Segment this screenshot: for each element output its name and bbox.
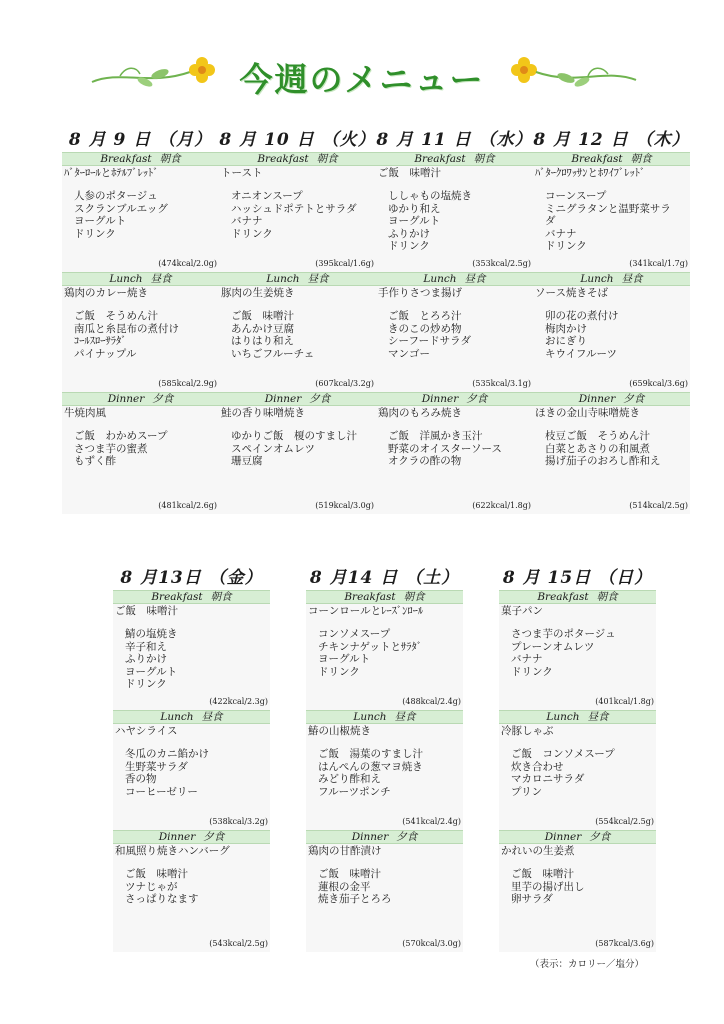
dinner-items [219, 420, 376, 468]
breakfast-calories: (474kcal/2.0g) [158, 259, 217, 268]
menu-item: ドリンク [388, 240, 430, 252]
menu-item: コーヒーゼリー [125, 785, 198, 798]
dinner-label [376, 392, 533, 406]
menu-item: ツナじゃが [125, 880, 178, 893]
lunch-label [113, 710, 270, 724]
breakfast-calories: (395kcal/1.6g) [315, 259, 374, 268]
menu-item: ご飯 コンソメスープ [511, 748, 615, 760]
lunch-calories: (535kcal/3.1g) [472, 379, 531, 388]
breakfast-items [376, 180, 533, 253]
breakfast-items [62, 180, 219, 240]
day-column-0 [62, 128, 219, 514]
menu-item: ゆかりご飯 榎のすまし汁 [231, 430, 357, 442]
menu-item: きのこの炒め物 [388, 322, 462, 335]
lunch-calories: (585kcal/2.9g) [158, 379, 217, 388]
lunch-items [219, 300, 376, 360]
menu-item: バナナ [231, 215, 263, 227]
menu-item: バナナ [545, 227, 577, 240]
dinner-items [376, 420, 533, 468]
breakfast-label [306, 590, 463, 604]
day-column-3 [533, 128, 690, 514]
day-column-4 [113, 566, 270, 952]
day-column-2 [376, 128, 533, 514]
breakfast-items [533, 180, 690, 253]
lunch-main: 豚肉の生姜焼き [221, 287, 295, 299]
menu-item: ヨーグルト [388, 215, 441, 227]
dinner-label-en: Dinner [421, 393, 459, 405]
menu-item: 香の物 [125, 773, 157, 785]
menu-item: ご飯 とろろ汁 [388, 310, 462, 322]
menu-item: はりはり和え [231, 335, 294, 347]
dinner-items [113, 858, 270, 906]
lunch-label-en: Lunch [353, 711, 387, 723]
breakfast-section [219, 152, 376, 272]
lunch-section [376, 272, 533, 392]
lunch-calories: (554kcal/2.5g) [595, 817, 654, 826]
menu-item: 梅肉かけ [545, 322, 587, 335]
lunch-main: 鶏肉のカレー焼き [64, 287, 148, 299]
breakfast-label-en: Breakfast [151, 591, 203, 603]
dinner-calories: (543kcal/2.5g) [209, 939, 268, 948]
dinner-calories: (519kcal/3.0g) [315, 501, 374, 510]
day-heading: 8 月14 日 （土） [309, 568, 460, 588]
dinner-label-jp: 夕食 [396, 831, 418, 843]
dinner-section [62, 392, 219, 514]
dinner-label-en: Dinner [544, 831, 582, 843]
breakfast-items [113, 618, 270, 691]
breakfast-items [306, 618, 463, 678]
menu-item: ヨーグルト [74, 215, 127, 227]
dinner-main: 鶏肉の甘酢漬け [308, 845, 382, 857]
dinner-label-jp: 夕食 [309, 393, 331, 405]
breakfast-label-jp: 朝食 [630, 153, 652, 165]
lunch-section [219, 272, 376, 392]
menu-item: 白菜とあさりの和風煮 [545, 442, 650, 455]
dinner-items [306, 858, 463, 906]
breakfast-section [306, 590, 463, 710]
dinner-calories: (514kcal/2.5g) [629, 501, 688, 510]
lunch-label-jp: 昼食 [307, 273, 329, 285]
dinner-label-jp: 夕食 [203, 831, 225, 843]
menu-item: 冬瓜のカニ餡かけ [125, 748, 209, 760]
lunch-items [62, 300, 219, 360]
breakfast-section [499, 590, 656, 710]
breakfast-section [376, 152, 533, 272]
menu-item: ドリンク [545, 240, 587, 252]
lunch-main: 手作りさつま揚げ [378, 287, 462, 299]
menu-item: ダ [545, 215, 556, 227]
lunch-label [306, 710, 463, 724]
menu-item: ふりかけ [125, 653, 167, 665]
breakfast-label [113, 590, 270, 604]
menu-item: ハッシュドポテトとサラダ [231, 202, 357, 215]
dinner-label-jp: 夕食 [589, 831, 611, 843]
dinner-label-en: Dinner [158, 831, 196, 843]
dinner-label [113, 830, 270, 844]
breakfast-calories: (488kcal/2.4g) [402, 697, 461, 706]
breakfast-label [499, 590, 656, 604]
menu-item: 鯖の塩焼き [125, 628, 178, 640]
breakfast-label-jp: 朝食 [159, 153, 181, 165]
menu-item: もずく酢 [74, 455, 116, 467]
lunch-label-en: Lunch [160, 711, 194, 723]
menu-item: ご飯 洋風かき玉汁 [388, 430, 483, 442]
menu-item: オクラの酢の物 [388, 455, 462, 467]
menu-item: 卵サラダ [511, 893, 553, 905]
menu-item: はんぺんの葱マヨ焼き [318, 760, 423, 773]
dinner-label-jp: 夕食 [466, 393, 488, 405]
breakfast-main: ﾊﾞﾀｰｸﾛﾜｯｻﾝとﾎﾜｲﾌﾞﾚｯﾄﾞ [535, 167, 646, 179]
menu-item: ご飯 味噌汁 [318, 868, 381, 880]
breakfast-label [533, 152, 690, 166]
menu-item: オニオンスープ [231, 190, 303, 202]
lunch-main: 鰆の山椒焼き [308, 725, 371, 737]
menu-item: チキンナゲットとｻﾗﾀﾞ [318, 640, 423, 653]
breakfast-main: コーンロールとﾚｰｽﾞﾝﾛｰﾙ [308, 605, 424, 617]
menu-item: コーンスープ [545, 190, 607, 202]
menu-item: ご飯 湯葉のすまし汁 [318, 748, 423, 760]
lunch-label [533, 272, 690, 286]
day-column-6 [499, 566, 656, 952]
day-heading: 8 月 10 日 （火） [219, 130, 376, 150]
menu-item: 人参のポタージュ [74, 190, 158, 202]
lunch-section [533, 272, 690, 392]
lunch-calories: (659kcal/3.6g) [629, 379, 688, 388]
dinner-section [219, 392, 376, 514]
breakfast-section [113, 590, 270, 710]
lunch-label-jp: 昼食 [150, 273, 172, 285]
breakfast-label [219, 152, 376, 166]
menu-item: スクランブルエッグ [74, 202, 168, 215]
lunch-calories: (607kcal/3.2g) [315, 379, 374, 388]
legend-note: （表示：カロリー／塩分） [530, 959, 645, 970]
dinner-main: 鮭の香り味噌焼き [221, 407, 305, 419]
breakfast-label-en: Breakfast [571, 153, 623, 165]
breakfast-main: ご飯 味噌汁 [378, 167, 441, 179]
lunch-label-jp: 昼食 [587, 711, 609, 723]
menu-item: ドリンク [74, 227, 116, 240]
menu-item: パイナップル [74, 347, 137, 360]
page-title: 今週のメニュー [239, 60, 485, 99]
menu-item: 里芋の揚げ出し [511, 880, 585, 893]
lunch-section [499, 710, 656, 830]
lunch-items [113, 738, 270, 798]
lunch-main: 冷豚しゃぶ [501, 725, 554, 737]
breakfast-calories: (401kcal/1.8g) [595, 697, 654, 706]
menu-item: ドリンク [125, 678, 167, 690]
flower-vine-right-icon [508, 52, 638, 92]
menu-item: キウイフルーツ [545, 347, 618, 360]
breakfast-label-en: Breakfast [100, 153, 152, 165]
menu-item: コンソメスープ [318, 628, 391, 640]
breakfast-section [533, 152, 690, 272]
lunch-section [306, 710, 463, 830]
dinner-calories: (481kcal/2.6g) [158, 501, 217, 510]
breakfast-calories: (353kcal/2.5g) [472, 259, 531, 268]
lunch-label-jp: 昼食 [464, 273, 486, 285]
menu-item: 野菜のオイスターソース [388, 442, 502, 455]
menu-item: さっぱりなます [125, 893, 199, 905]
menu-item: マンゴー [388, 347, 430, 360]
lunch-label [499, 710, 656, 724]
breakfast-label-jp: 朝食 [316, 153, 338, 165]
dinner-label-en: Dinner [107, 393, 145, 405]
menu-item: ゆかり和え [388, 202, 441, 215]
lunch-label-jp: 昼食 [394, 711, 416, 723]
menu-item: 珊豆腐 [231, 455, 263, 467]
menu-item: 揚げ茄子のおろし酢和え [545, 455, 661, 467]
lunch-label-en: Lunch [266, 273, 300, 285]
day-heading: 8 月13日 （金） [120, 568, 263, 588]
day-heading: 8 月 11 日 （水） [376, 130, 533, 150]
dinner-label-jp: 夕食 [623, 393, 645, 405]
menu-item: マカロニサラダ [511, 773, 585, 785]
dinner-main: 牛焼肉風 [64, 407, 106, 419]
menu-item: 炊き合わせ [511, 760, 564, 773]
dinner-items [499, 858, 656, 906]
menu-item: ドリンク [231, 227, 273, 240]
breakfast-items [499, 618, 656, 678]
lunch-main: ソース焼きそば [535, 287, 608, 299]
menu-item: あんかけ豆腐 [231, 322, 294, 335]
menu-item: スペインオムレツ [231, 442, 315, 455]
menu-item: プレーンオムレツ [511, 640, 595, 653]
menu-item: ご飯 味噌汁 [231, 310, 294, 322]
breakfast-label-jp: 朝食 [473, 153, 495, 165]
breakfast-calories: (341kcal/1.7g) [629, 259, 688, 268]
breakfast-main: ﾊﾞﾀｰﾛｰﾙとﾎﾃﾙﾌﾞﾚｯﾄﾞ [64, 167, 159, 179]
menu-item: シーフードサラダ [388, 335, 472, 347]
dinner-main: 鶏肉のもろみ焼き [378, 407, 462, 419]
breakfast-label-jp: 朝食 [403, 591, 425, 603]
dinner-calories: (570kcal/3.0g) [402, 939, 461, 948]
menu-item: ご飯 わかめスープ [74, 430, 168, 442]
dinner-label [62, 392, 219, 406]
lunch-label-en: Lunch [580, 273, 614, 285]
header [0, 44, 724, 104]
menu-item: 枝豆ご飯 そうめん汁 [545, 430, 650, 442]
lunch-main: ハヤシライス [115, 725, 178, 737]
lunch-section [113, 710, 270, 830]
breakfast-label-en: Breakfast [537, 591, 589, 603]
breakfast-label-jp: 朝食 [596, 591, 618, 603]
breakfast-label-jp: 朝食 [210, 591, 232, 603]
lunch-items [376, 300, 533, 360]
breakfast-label [62, 152, 219, 166]
menu-item: ｺｰﾙｽﾛｰｻﾗﾀﾞ [74, 335, 127, 347]
menu-item: 卯の花の煮付け [545, 310, 619, 322]
menu-item: ヨーグルト [318, 653, 371, 665]
lunch-calories: (538kcal/3.2g) [209, 817, 268, 826]
breakfast-label-en: Breakfast [257, 153, 309, 165]
menu-item: ししゃもの塩焼き [388, 190, 472, 202]
dinner-label-jp: 夕食 [152, 393, 174, 405]
breakfast-main: 菓子パン [501, 605, 543, 617]
menu-item: おにぎり [545, 335, 587, 347]
breakfast-section [62, 152, 219, 272]
lunch-label [376, 272, 533, 286]
menu-item: ご飯 味噌汁 [125, 868, 188, 880]
menu-item: 南瓜と糸昆布の煮付け [74, 322, 179, 335]
lunch-label-en: Lunch [423, 273, 457, 285]
menu-item: 辛子和え [125, 640, 167, 653]
dinner-section [306, 830, 463, 952]
dinner-label [306, 830, 463, 844]
lunch-calories: (541kcal/2.4g) [402, 817, 461, 826]
dinner-section [376, 392, 533, 514]
menu-item: ミニグラタンと温野菜サラ [545, 202, 671, 215]
menu-item: ドリンク [511, 665, 553, 678]
dinner-label-en: Dinner [351, 831, 389, 843]
menu-item: 生野菜サラダ [125, 760, 188, 773]
breakfast-calories: (422kcal/2.3g) [209, 697, 268, 706]
breakfast-main: トースト [221, 167, 263, 179]
lunch-items [533, 300, 690, 360]
day-heading: 8 月 9 日 （月） [68, 130, 213, 150]
day-column-1 [219, 128, 376, 514]
dinner-calories: (622kcal/1.8g) [472, 501, 531, 510]
day-heading: 8 月 15日 （日） [502, 568, 653, 588]
lunch-label-en: Lunch [109, 273, 143, 285]
lunch-items [306, 738, 463, 798]
lunch-label [219, 272, 376, 286]
lunch-section [62, 272, 219, 392]
day-heading: 8 月 12 日 （木） [533, 130, 690, 150]
dinner-items [62, 420, 219, 468]
menu-item: プリン [511, 785, 543, 798]
breakfast-items [219, 180, 376, 240]
dinner-label [533, 392, 690, 406]
lunch-label-jp: 昼食 [621, 273, 643, 285]
lunch-items [499, 738, 656, 798]
menu-item: ご飯 味噌汁 [511, 868, 574, 880]
dinner-calories: (587kcal/3.6g) [595, 939, 654, 948]
breakfast-main: ご飯 味噌汁 [115, 605, 178, 617]
lunch-label-en: Lunch [546, 711, 580, 723]
menu-item: バナナ [511, 653, 543, 665]
menu-item: 蓮根の金平 [318, 880, 371, 893]
menu-item: 焼き茄子とろろ [318, 893, 392, 905]
breakfast-label [376, 152, 533, 166]
dinner-section [499, 830, 656, 952]
menu-item: さつま芋のポタージュ [511, 628, 616, 640]
dinner-section [533, 392, 690, 514]
menu-item: みどり酢和え [318, 773, 381, 785]
dinner-items [533, 420, 690, 468]
dinner-label-en: Dinner [578, 393, 616, 405]
menu-item: ふりかけ [388, 227, 430, 240]
lunch-label [62, 272, 219, 286]
menu-item: ドリンク [318, 665, 360, 678]
menu-item: いちごフルーチェ [231, 347, 315, 360]
dinner-main: ほきの金山寺味噌焼き [535, 407, 640, 419]
dinner-main: 和風照り焼きハンバーグ [115, 845, 230, 857]
dinner-label-en: Dinner [264, 393, 302, 405]
dinner-label [499, 830, 656, 844]
dinner-section [113, 830, 270, 952]
dinner-main: かれいの生姜煮 [501, 845, 575, 857]
menu-item: フルーツポンチ [318, 785, 391, 798]
day-column-5 [306, 566, 463, 952]
breakfast-label-en: Breakfast [414, 153, 466, 165]
lunch-label-jp: 昼食 [201, 711, 223, 723]
dinner-label [219, 392, 376, 406]
menu-item: ヨーグルト [125, 665, 178, 678]
menu-item: ご飯 そうめん汁 [74, 310, 158, 322]
menu-item: さつま芋の蜜煮 [74, 442, 148, 455]
breakfast-label-en: Breakfast [344, 591, 396, 603]
